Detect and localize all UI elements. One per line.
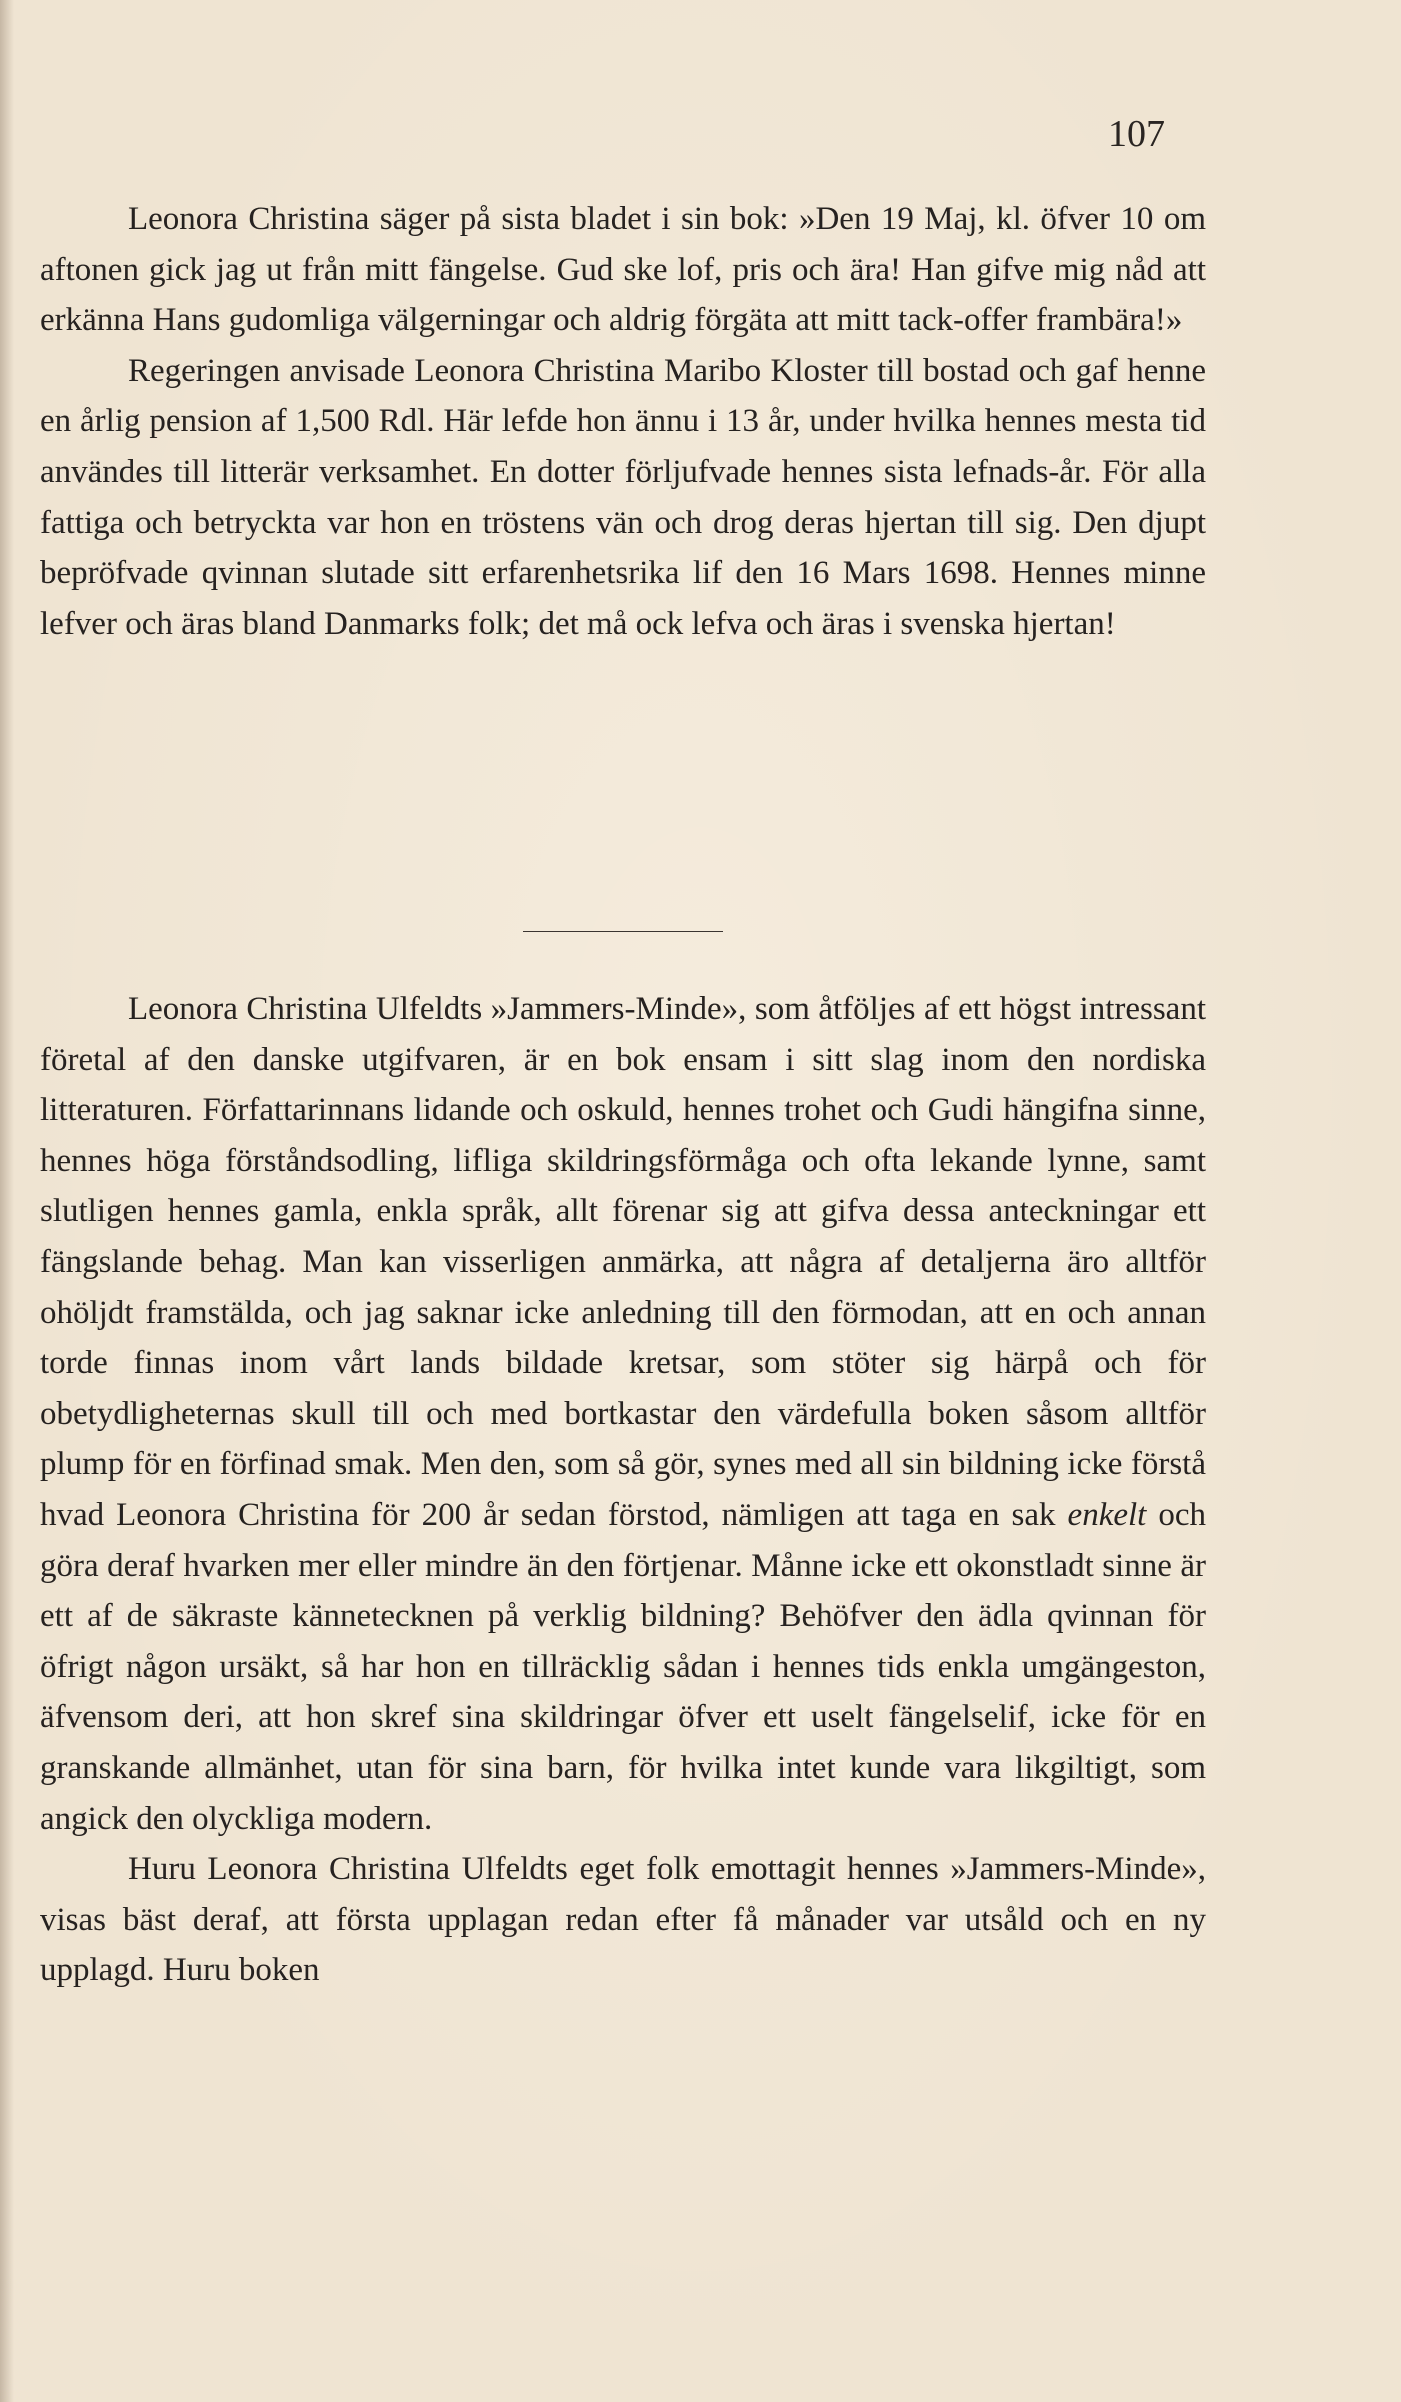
page-number: 107 <box>1108 113 1165 155</box>
paragraph-text-start: Leonora Christina Ulfeldts »Jammers-Minde», som åtföljes af ett högst intressant företal af den danske utgifvaren, är en bok ensam i sitt slag inom den nordiska litteraturen. Författarinnans lidande och oskuld, hennes trohet och Gudi hängifna sinne, hennes höga förståndsodling, lifliga skildringsförmåga och ofta lekande lynne, samt slutligen hennes gamla, enkla språk, allt förenar sig att gifva dessa anteckningar ett fängslande behag. Man kan visserligen anmärka, att några af detaljerna äro alltför ohöljdt framstälda, och jag saknar icke anledning till den förmodan, att en och annan torde finnas inom vårt lands bildade kretsar, som stöter sig härpå och för obetydligheternas skull till och med bortkastar den värdefulla boken såsom alltför plump för en förfinad smak. Men den, som så gör, synes med all sin bildning icke förstå hvad Leonora Christina för 200 år sedan förstod, nämligen att taga en sak <box>40 991 1206 1533</box>
section-divider <box>523 931 723 932</box>
paragraph-text-end: och göra deraf hvarken mer eller mindre än den förtjenar. Månne icke ett okonstladt sinne är ett af de säkraste kännetecknen på verklig bildning? Behöfver den ädla qvinnan för öfrigt någon ursäkt, så har hon en tillräcklig sådan i hennes tids enkla umgängeston, äfvensom deri, att hon skref sina skildringar öfver ett uselt fängelselif, icke för en granskande allmänhet, utan för sina barn, för hvilka intet kunde vara likgiltigt, som angick den olyckliga modern. <box>40 1496 1206 1837</box>
paragraph-quote: Leonora Christina säger på sista bladet i sin bok: »Den 19 Maj, kl. öfver 10 om aftonen gick jag ut från mitt fängelse. Gud ske lof, pris och ära! Han gifve mig nåd att erkänna Hans gudomliga välgerningar och aldrig förgäta att mitt tack-offer frambära!» <box>40 201 1206 339</box>
paragraph-jammers-minde <box>40 984 1206 1844</box>
text-block-top <box>40 194 1206 649</box>
italic-word: enkelt <box>1067 1496 1147 1533</box>
text-block-bottom <box>40 984 1206 1996</box>
spine-shadow <box>0 0 14 2402</box>
paragraph-pension: Regeringen anvisade Leonora Christina Maribo Kloster till bostad och gaf henne en årlig pension af 1,500 Rdl. Här lefde hon ännu i 13 år, under hvilka hennes mesta tid användes till litterär verksamhet. En dotter förljufvade hennes sista lefnads-år. För alla fattiga och betryckta var hon en tröstens vän och drog deras hjertan till sig. Den djupt bepröfvade qvinnan slutade sitt erfarenhetsrika lif den 16 Mars 1698. Hennes minne lefver och äras bland Danmarks folk; det må ock lefva och äras i svenska hjertan! <box>40 352 1206 642</box>
paragraph-reception: Huru Leonora Christina Ulfeldts eget folk emottagit hennes »Jammers-Minde», visas bäst deraf, att första upplagan redan efter få månader var utsåld och en ny upplagd. Huru boken <box>40 1851 1206 1989</box>
